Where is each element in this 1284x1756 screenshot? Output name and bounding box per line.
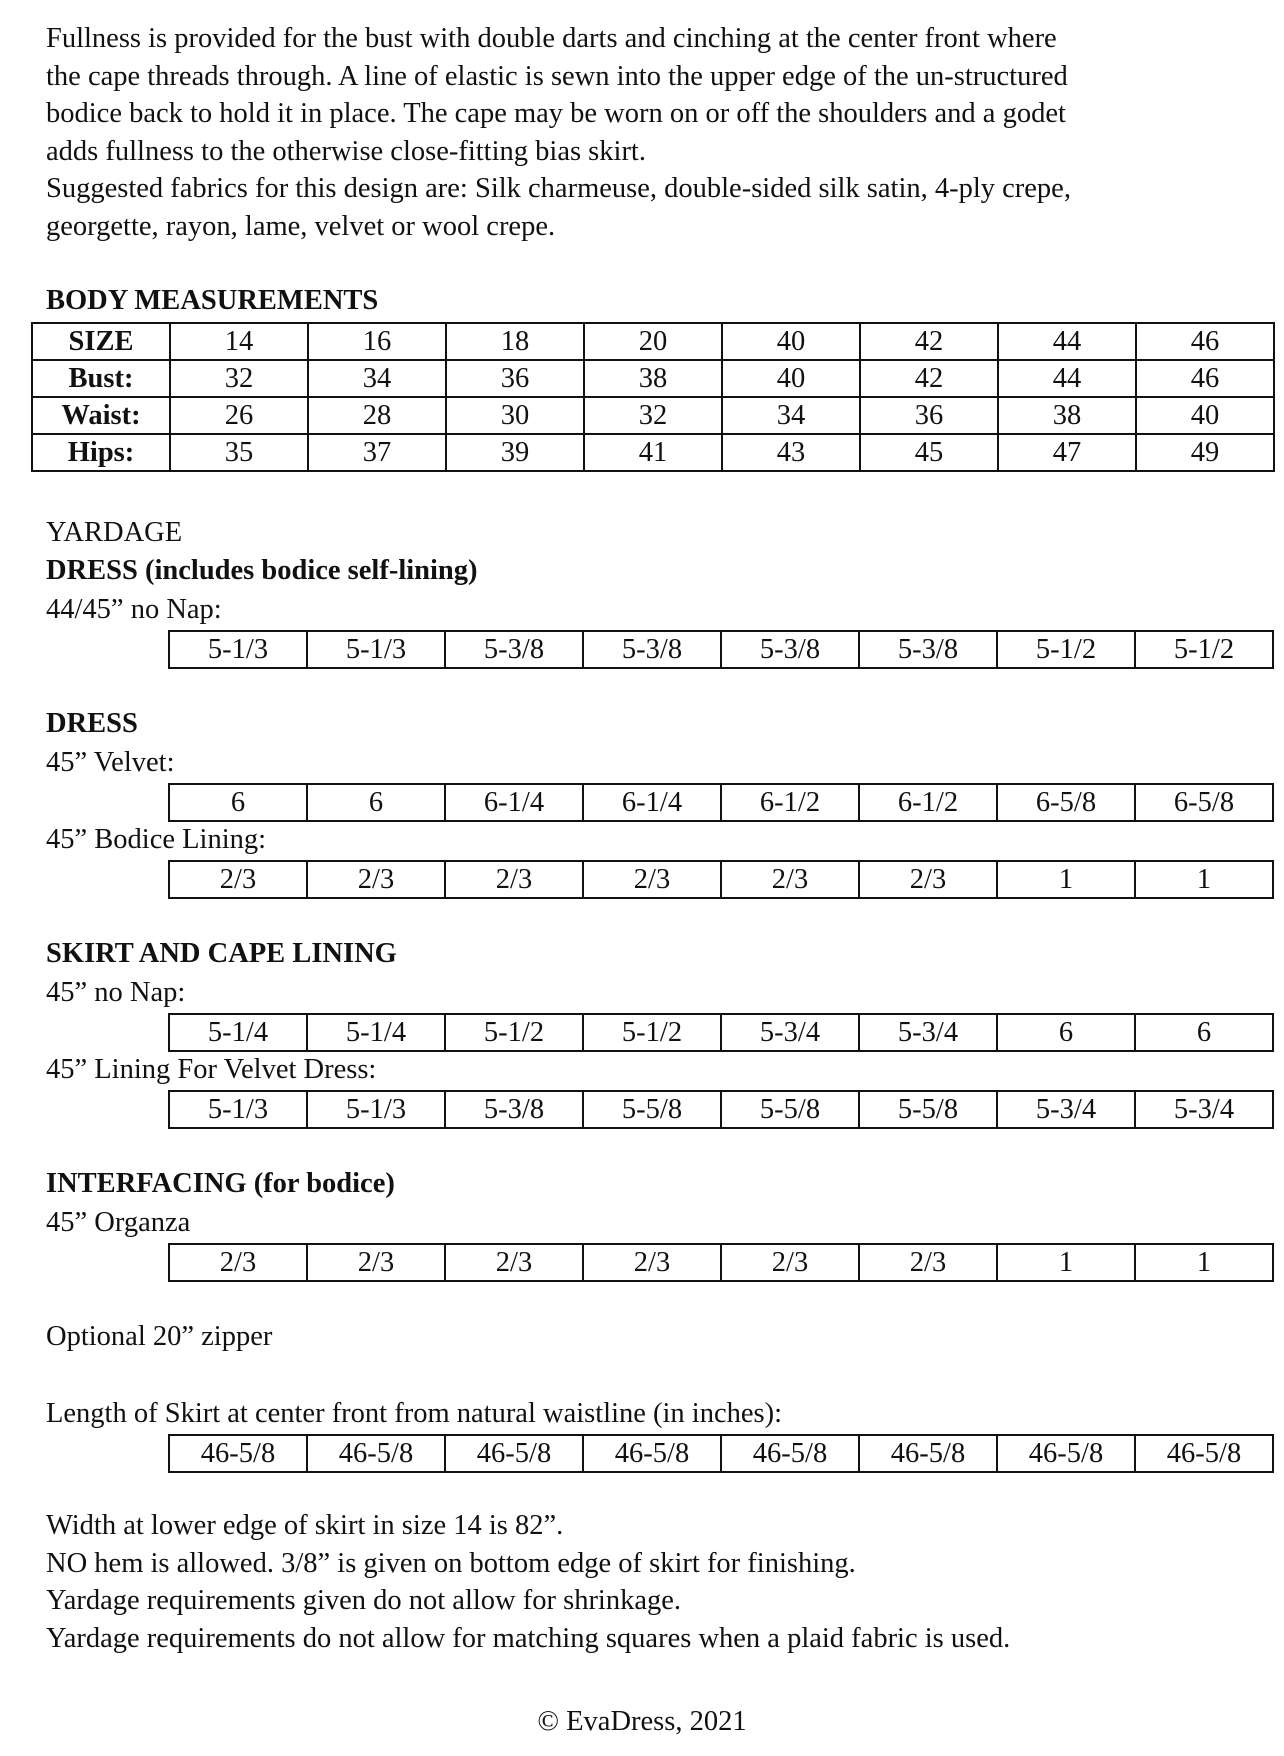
table-cell: 5-1/3 xyxy=(307,631,445,668)
table-cell: 42 xyxy=(860,360,998,397)
table-cell: 30 xyxy=(446,397,584,434)
table-cell: 5-5/8 xyxy=(721,1091,859,1128)
table-cell: 5-1/4 xyxy=(169,1014,307,1051)
table-cell: 5-3/4 xyxy=(721,1014,859,1051)
table-cell: 5-1/2 xyxy=(1135,631,1273,668)
table-cell: 34 xyxy=(308,360,446,397)
table-cell: 45 xyxy=(860,434,998,471)
bodice-lining-yardage-table xyxy=(168,860,1274,899)
table-cell: 5-5/8 xyxy=(859,1091,997,1128)
table-cell: 5-3/8 xyxy=(859,631,997,668)
table-cell: 1 xyxy=(997,861,1135,898)
table-cell: 38 xyxy=(584,360,722,397)
table-cell: 5-3/8 xyxy=(721,631,859,668)
table-cell: 6-1/4 xyxy=(583,784,721,821)
table-cell: 6-1/2 xyxy=(859,784,997,821)
table-cell: 46-5/8 xyxy=(307,1435,445,1472)
table-row xyxy=(169,861,1273,898)
zipper-note: Optional 20” zipper xyxy=(46,1321,273,1352)
table-row xyxy=(169,1435,1273,1472)
table-cell: 35 xyxy=(170,434,308,471)
notes xyxy=(46,1507,1010,1657)
copyright: © EvaDress, 2021 xyxy=(537,1706,747,1737)
note-line: Width at lower edge of skirt in size 14 is 82”. xyxy=(46,1510,564,1541)
velvet-label: 45” Velvet: xyxy=(46,747,175,778)
table-cell: 6-5/8 xyxy=(997,784,1135,821)
table-cell: 5-5/8 xyxy=(583,1091,721,1128)
table-cell: 1 xyxy=(997,1244,1135,1281)
table-row xyxy=(169,1091,1273,1128)
table-cell: 20 xyxy=(584,323,722,360)
table-cell: 32 xyxy=(170,360,308,397)
table-cell: 47 xyxy=(998,434,1136,471)
table-cell: 36 xyxy=(446,360,584,397)
table-cell: 5-1/2 xyxy=(997,631,1135,668)
table-cell: 38 xyxy=(998,397,1136,434)
body-measurements-table xyxy=(31,322,1275,472)
table-cell: 2/3 xyxy=(859,1244,997,1281)
organza-label: 45” Organza xyxy=(46,1207,191,1238)
note-line: NO hem is allowed. 3/8” is given on bottom edge of skirt for finishing. xyxy=(46,1547,856,1579)
table-cell: 26 xyxy=(170,397,308,434)
velvet-yardage-table xyxy=(168,783,1274,822)
table-cell: 6 xyxy=(307,784,445,821)
table-row xyxy=(32,434,1274,471)
table-row xyxy=(32,360,1274,397)
table-cell: 2/3 xyxy=(583,1244,721,1281)
table-cell: 5-3/8 xyxy=(445,1091,583,1128)
table-cell: 2/3 xyxy=(859,861,997,898)
dress-heading: DRESS xyxy=(46,708,138,739)
table-cell: 5-3/4 xyxy=(859,1014,997,1051)
skirt-nonap-yardage-table xyxy=(168,1013,1274,1052)
table-cell: 40 xyxy=(1136,397,1274,434)
table-cell: 6 xyxy=(997,1014,1135,1051)
table-cell: 2/3 xyxy=(445,861,583,898)
table-cell: 5-1/2 xyxy=(445,1014,583,1051)
row-label: Bust: xyxy=(32,360,170,397)
table-cell: 42 xyxy=(860,323,998,360)
intro-line: Suggested fabrics for this design are: Silk charmeuse, double-sided silk satin, 4-ply crepe, xyxy=(46,173,1071,204)
intro-line: the cape threads through. A line of elastic is sewn into the upper edge of the un-structured xyxy=(46,60,1068,92)
table-cell: 5-3/4 xyxy=(997,1091,1135,1128)
table-cell: 5-3/8 xyxy=(583,631,721,668)
table-cell: 5-1/3 xyxy=(169,631,307,668)
table-row xyxy=(169,631,1273,668)
table-cell: 18 xyxy=(446,323,584,360)
table-cell: 5-1/3 xyxy=(169,1091,307,1128)
table-cell: 2/3 xyxy=(721,1244,859,1281)
table-cell: 41 xyxy=(584,434,722,471)
table-cell: 5-1/3 xyxy=(307,1091,445,1128)
velvet-dress-lining-label: 45” Lining For Velvet Dress: xyxy=(46,1054,377,1085)
table-cell: 14 xyxy=(170,323,308,360)
intro-line: adds fullness to the otherwise close-fitting bias skirt. xyxy=(46,135,646,167)
table-cell: 46-5/8 xyxy=(1135,1435,1273,1472)
table-cell: 6 xyxy=(169,784,307,821)
velvet-dress-lining-yardage-table xyxy=(168,1090,1274,1129)
table-cell: 2/3 xyxy=(169,1244,307,1281)
table-cell: 46-5/8 xyxy=(721,1435,859,1472)
table-cell: 16 xyxy=(308,323,446,360)
skirt-nonap-label: 45” no Nap: xyxy=(46,977,186,1008)
table-cell: 40 xyxy=(722,323,860,360)
table-cell: 2/3 xyxy=(721,861,859,898)
table-cell: 40 xyxy=(722,360,860,397)
table-cell: 39 xyxy=(446,434,584,471)
table-row xyxy=(169,1014,1273,1051)
dress-nonap-yardage-table xyxy=(168,630,1274,669)
note-line: Yardage requirements given do not allow for shrinkage. xyxy=(46,1585,682,1616)
skirt-length-table xyxy=(168,1434,1274,1473)
table-cell: 2/3 xyxy=(583,861,721,898)
table-cell: 6-1/2 xyxy=(721,784,859,821)
table-cell: 46-5/8 xyxy=(169,1435,307,1472)
intro-line: bodice back to hold it in place. The cape may be worn on or off the shoulders and a godet xyxy=(46,98,1066,129)
table-cell: 46-5/8 xyxy=(859,1435,997,1472)
table-row xyxy=(169,1244,1273,1281)
row-label: Hips: xyxy=(32,434,170,471)
intro-line: georgette, rayon, lame, velvet or wool crepe. xyxy=(46,210,556,242)
intro-paragraph xyxy=(46,20,1256,245)
table-cell: 5-3/8 xyxy=(445,631,583,668)
table-row xyxy=(32,323,1274,360)
dress-nonap-label: 44/45” no Nap: xyxy=(46,594,222,625)
table-cell: 2/3 xyxy=(169,861,307,898)
table-cell: 1 xyxy=(1135,1244,1273,1281)
row-label: Waist: xyxy=(32,397,170,434)
table-cell: 5-3/4 xyxy=(1135,1091,1273,1128)
table-cell: 2/3 xyxy=(307,1244,445,1281)
table-cell: 49 xyxy=(1136,434,1274,471)
dress-selflining-heading: DRESS (includes bodice self-lining) xyxy=(46,555,478,586)
table-cell: 46-5/8 xyxy=(583,1435,721,1472)
skirt-length-label: Length of Skirt at center front from natural waistline (in inches): xyxy=(46,1398,783,1429)
row-label: SIZE xyxy=(32,323,170,360)
table-cell: 2/3 xyxy=(307,861,445,898)
note-line: Yardage requirements do not allow for matching squares when a plaid fabric is used. xyxy=(46,1622,1011,1654)
table-cell: 34 xyxy=(722,397,860,434)
table-cell: 1 xyxy=(1135,861,1273,898)
interfacing-heading: INTERFACING (for bodice) xyxy=(46,1168,395,1199)
table-cell: 5-1/2 xyxy=(583,1014,721,1051)
table-cell: 44 xyxy=(998,323,1136,360)
organza-yardage-table xyxy=(168,1243,1274,1282)
table-cell: 32 xyxy=(584,397,722,434)
table-cell: 5-1/4 xyxy=(307,1014,445,1051)
table-cell: 28 xyxy=(308,397,446,434)
table-row xyxy=(169,784,1273,821)
skirt-cape-heading: SKIRT AND CAPE LINING xyxy=(46,938,397,969)
table-cell: 37 xyxy=(308,434,446,471)
table-cell: 6-5/8 xyxy=(1135,784,1273,821)
table-cell: 46 xyxy=(1136,323,1274,360)
table-cell: 44 xyxy=(998,360,1136,397)
table-cell: 6 xyxy=(1135,1014,1273,1051)
table-cell: 43 xyxy=(722,434,860,471)
table-cell: 6-1/4 xyxy=(445,784,583,821)
body-measurements-heading: BODY MEASUREMENTS xyxy=(46,285,379,316)
table-cell: 46 xyxy=(1136,360,1274,397)
yardage-title: YARDAGE xyxy=(46,517,183,548)
table-cell: 2/3 xyxy=(445,1244,583,1281)
table-cell: 46-5/8 xyxy=(997,1435,1135,1472)
bodice-lining-label: 45” Bodice Lining: xyxy=(46,824,267,855)
table-row xyxy=(32,397,1274,434)
intro-line: Fullness is provided for the bust with double darts and cinching at the center front where xyxy=(46,23,1057,54)
table-cell: 46-5/8 xyxy=(445,1435,583,1472)
table-cell: 36 xyxy=(860,397,998,434)
